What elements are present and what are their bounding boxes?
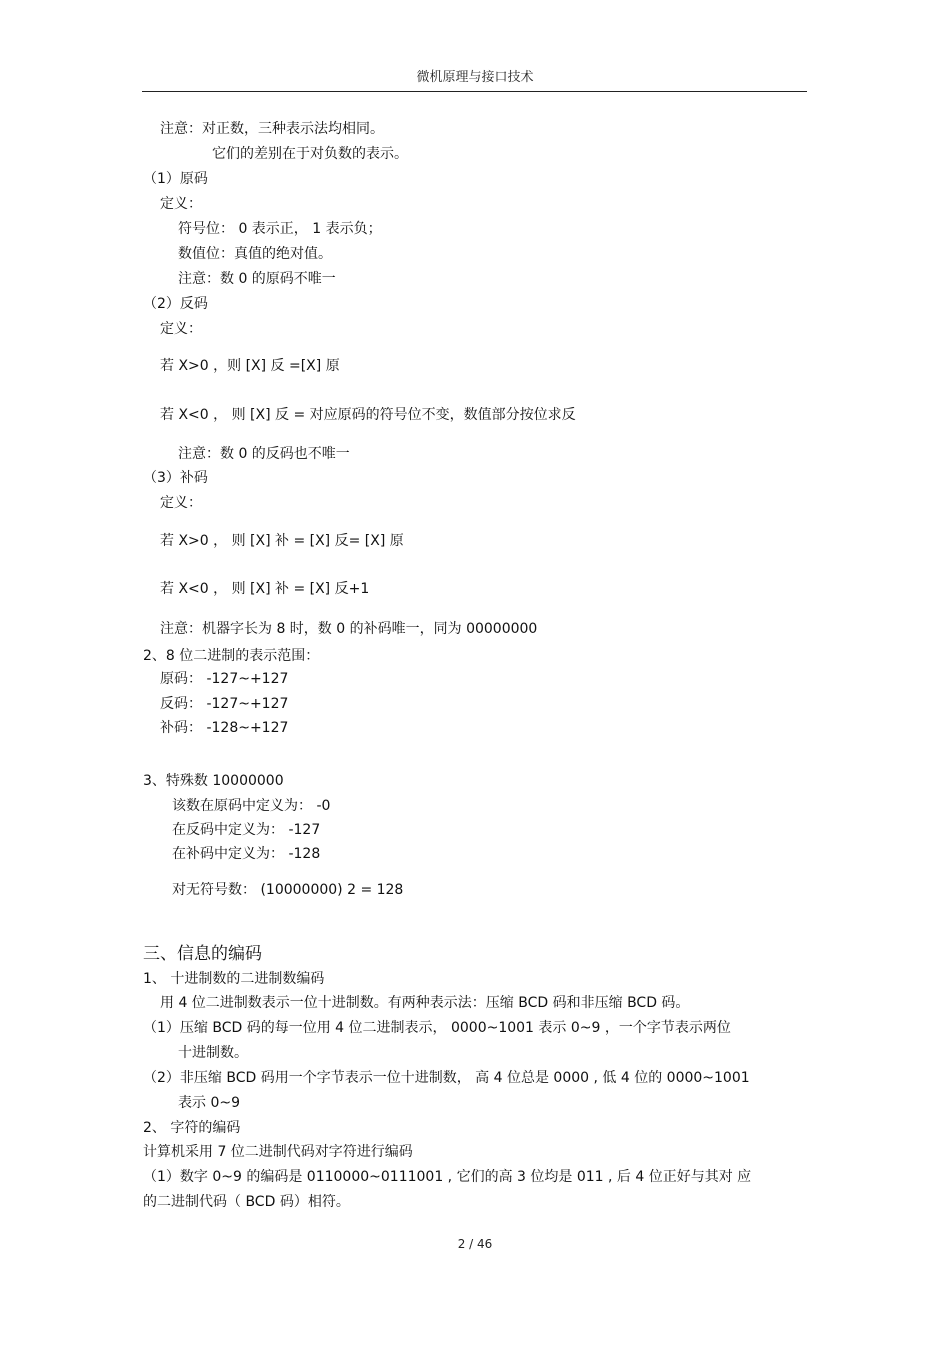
page-number: 2 / 46 xyxy=(457,1237,493,1251)
heading-bcd: 1、 十进制数的二进制数编码 xyxy=(143,971,325,987)
line-definition: 定义： xyxy=(160,196,202,212)
heading-sign-magnitude: （1）原码 xyxy=(143,171,208,187)
line-packed-bcd: （1）压缩 BCD 码的每一位用 4 位二进制表示， 0000~1001 表示 0~9 ，一个字节表示两位 xyxy=(143,1020,731,1036)
formula-twos-positive: 若 X>0 ， 则 [X] 补 = [X] 反= [X] 原 xyxy=(160,533,404,549)
line-unpacked-bcd-cont: 表示 0~9 xyxy=(178,1095,240,1111)
line-unpacked-bcd: （2）非压缩 BCD 码用一个字节表示一位十进制数， 高 4 位总是 0000 , 低 4 位的 0000~1001 xyxy=(143,1070,750,1086)
heading-twos-complement: （3）补码 xyxy=(143,470,208,486)
line-special-sign-magnitude: 该数在原码中定义为： -0 xyxy=(172,798,331,814)
line-range-sign-magnitude: 原码： -127~+127 xyxy=(160,671,289,687)
line-difference: 它们的差别在于对负数的表示。 xyxy=(212,146,408,162)
line-packed-bcd-cont: 十进制数。 xyxy=(178,1045,248,1061)
line-note-positive: 注意：对正数，三种表示法均相同。 xyxy=(160,121,384,137)
heading-ones-complement: （2）反码 xyxy=(143,296,208,312)
header-rule xyxy=(142,91,807,92)
line-digit-encoding-cont: 的二进制代码（ BCD 码）相符。 xyxy=(143,1194,350,1210)
line-special-twos: 在补码中定义为： -128 xyxy=(172,846,321,862)
line-note-zero-ones: 注意：数 0 的反码也不唯一 xyxy=(178,446,350,462)
line-note-zero-sign-magnitude: 注意：数 0 的原码不唯一 xyxy=(178,271,336,287)
line-range-twos: 补码： -128~+127 xyxy=(160,720,289,736)
line-digit-encoding: （1）数字 0~9 的编码是 0110000~0111001 , 它们的高 3 位均是 011 , 后 4 位正好与其对 应 xyxy=(143,1169,752,1185)
line-sign-bit: 符号位： 0 表示正， 1 表示负； xyxy=(178,221,382,237)
line-definition: 定义： xyxy=(160,495,202,511)
formula-ones-negative: 若 X<0 ， 则 [X] 反 = 对应原码的符号位不变，数值部分按位求反 xyxy=(160,407,576,423)
heading-range: 2、8 位二进制的表示范围： xyxy=(143,648,320,664)
line-note-zero-twos: 注意：机器字长为 8 时，数 0 的补码唯一，同为 00000000 xyxy=(160,621,538,637)
line-bcd-intro: 用 4 位二进制数表示一位十进制数。有两种表示法：压缩 BCD 码和非压缩 BCD 码。 xyxy=(160,995,690,1011)
line-special-ones: 在反码中定义为： -127 xyxy=(172,822,321,838)
page-header: 微机原理与接口技术 xyxy=(416,70,534,85)
line-value-bits: 数值位：真值的绝对值。 xyxy=(178,246,332,262)
formula-ones-positive: 若 X>0 ，则 [X] 反 =[X] 原 xyxy=(160,358,340,374)
section-heading-encoding: 三、信息的编码 xyxy=(143,944,262,964)
line-range-ones: 反码： -127~+127 xyxy=(160,696,289,712)
line-special-unsigned: 对无符号数： (10000000) 2 = 128 xyxy=(172,882,404,898)
heading-char-encoding: 2、 字符的编码 xyxy=(143,1120,241,1136)
line-char-7bit: 计算机采用 7 位二进制代码对字符进行编码 xyxy=(143,1144,413,1160)
line-definition: 定义： xyxy=(160,321,202,337)
formula-twos-negative: 若 X<0 ， 则 [X] 补 = [X] 反+1 xyxy=(160,581,370,597)
heading-special-number: 3、特殊数 10000000 xyxy=(143,773,284,789)
